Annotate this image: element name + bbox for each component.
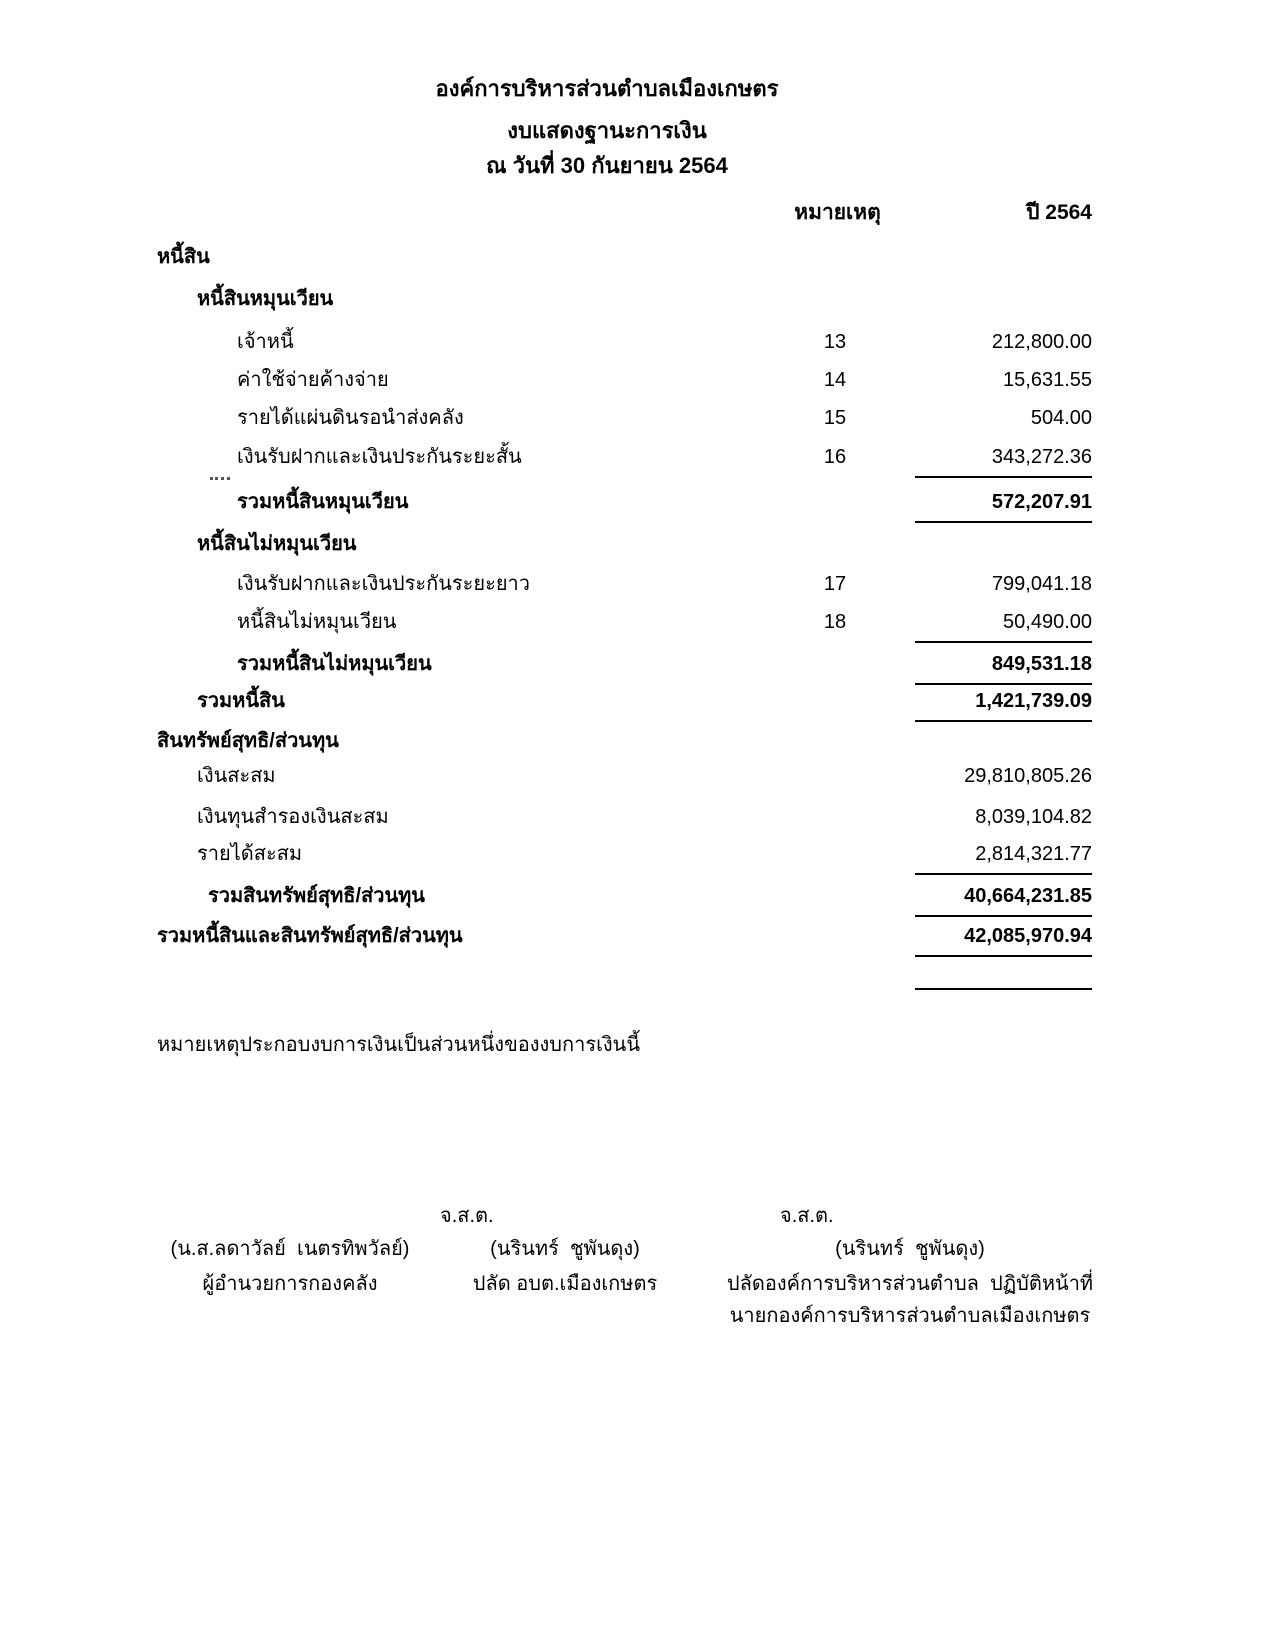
org-name: องค์การบริหารส่วนตำบลเมืองเกษตร [435,76,779,101]
signature-title-acting-mayor-line1: ปลัดองค์การบริหารส่วนตำบล ปฏิบัติหน้าที่ [726,1273,1094,1295]
signature-name-chief: (นรินทร์ ชูพันดุง) [490,1238,640,1260]
row-label: รวมหนี้สินไม่หมุนเวียน [237,653,432,675]
row-amount: 40,664,231.85 [915,877,1092,917]
row-total-current-liabilities [0,483,1275,521]
row-label: หนี้สินหมุนเวียน [197,288,334,310]
row-amount: 212,800.00 [991,331,1092,353]
row-amount: 15,631.55 [1003,369,1092,391]
row-label: รวมสินทรัพย์สุทธิ/ส่วนทุน [208,885,425,907]
row-total-noncurrent-liabilities [0,645,1275,683]
row-amount: 2,814,321.77 [915,835,1092,875]
row-note: 15 [823,407,847,429]
row-note: 13 [823,331,847,353]
row-amount: 572,207.91 [915,483,1092,523]
as-of-date: ณ วันที่ 30 กันยายน 2564 [486,153,728,178]
row-reserve-fund [0,798,1275,836]
signature-name-acting-mayor: (นรินทร์ ชูพันดุง) [835,1238,985,1260]
row-label: หนี้สิน [157,246,210,268]
row-amount: 504.00 [1030,407,1092,429]
signature-title-finance-director: ผู้อำนวยการกองคลัง [202,1273,378,1295]
row-label: เจ้าหนี้ [237,331,294,353]
column-header-year: ปี 2564 [1026,201,1092,224]
row-amount: 8,039,104.82 [975,806,1092,828]
footnote: หมายเหตุประกอบงบการเงินเป็นส่วนหนึ่งของงบการเงินนี้ [157,1034,641,1056]
row-short-term-deposits [0,438,1275,476]
signature-title-acting-mayor-line2: นายกองค์การบริหารส่วนตำบลเมืองเกษตร [729,1305,1091,1327]
closing-rule [915,988,1092,990]
row-label: รวมหนี้สินหมุนเวียน [237,491,409,513]
row-amount: 799,041.18 [991,573,1092,595]
row-label: หนี้สินไม่หมุนเวียน [197,533,357,555]
row-amount: 50,490.00 [915,603,1092,643]
signature-rank-acting-mayor: จ.ส.ต. [780,1205,834,1227]
row-note: 16 [823,446,847,468]
row-label: เงินสะสม [197,765,276,787]
row-accounts-payable [0,323,1275,361]
row-label: รวมหนี้สินและสินทรัพย์สุทธิ/ส่วนทุน [157,925,463,947]
row-net-assets-section [0,722,1275,760]
row-label: เงินทุนสำรองเงินสะสม [197,806,389,828]
row-label: หนี้สินไม่หมุนเวียน [237,611,397,633]
row-label: เงินรับฝากและเงินประกันระยะสั้น [237,446,522,468]
row-label: รายได้แผ่นดินรอนำส่งคลัง [237,407,464,429]
row-label: รวมหนี้สิน [197,690,285,712]
signature-rank-chief: จ.ส.ต. [440,1205,494,1227]
row-total-net-assets [0,877,1275,915]
row-noncurrent-liabilities-item [0,603,1275,641]
row-label: สินทรัพย์สุทธิ/ส่วนทุน [157,730,339,752]
signature-name-finance-director: (น.ส.ลดาวัลย์ เนตรทิพวัลย์) [170,1238,410,1260]
row-accrued-expenses [0,361,1275,399]
row-long-term-deposits [0,565,1275,603]
row-amount: 42,085,970.94 [915,917,1092,957]
row-amount: 343,272.36 [915,438,1092,478]
row-note: 18 [823,611,847,633]
row-amount: 849,531.18 [915,645,1092,685]
statement-title: งบแสดงฐานะการเงิน [507,118,707,143]
row-amount: 1,421,739.09 [915,682,1092,722]
row-amount: 29,810,805.26 [964,765,1092,787]
row-noncurrent-liabilities-section [0,525,1275,563]
row-label: รายได้สะสม [197,843,303,865]
scan-artifact [210,477,230,480]
row-current-liabilities-section [0,280,1275,318]
column-header-note: หมายเหตุ [794,201,881,224]
row-note: 14 [823,369,847,391]
row-accumulated-money [0,757,1275,795]
row-label: เงินรับฝากและเงินประกันระยะยาว [237,573,531,595]
row-state-revenue-pending [0,399,1275,437]
row-label: ค่าใช้จ่ายค้างจ่าย [237,369,389,391]
row-accumulated-revenue [0,835,1275,873]
row-total-liabilities [0,682,1275,720]
row-total-liabilities-and-net-assets [0,917,1275,955]
row-note: 17 [823,573,847,595]
signature-title-chief: ปลัด อบต.เมืองเกษตร [472,1273,658,1295]
row-liabilities-section [0,238,1275,276]
